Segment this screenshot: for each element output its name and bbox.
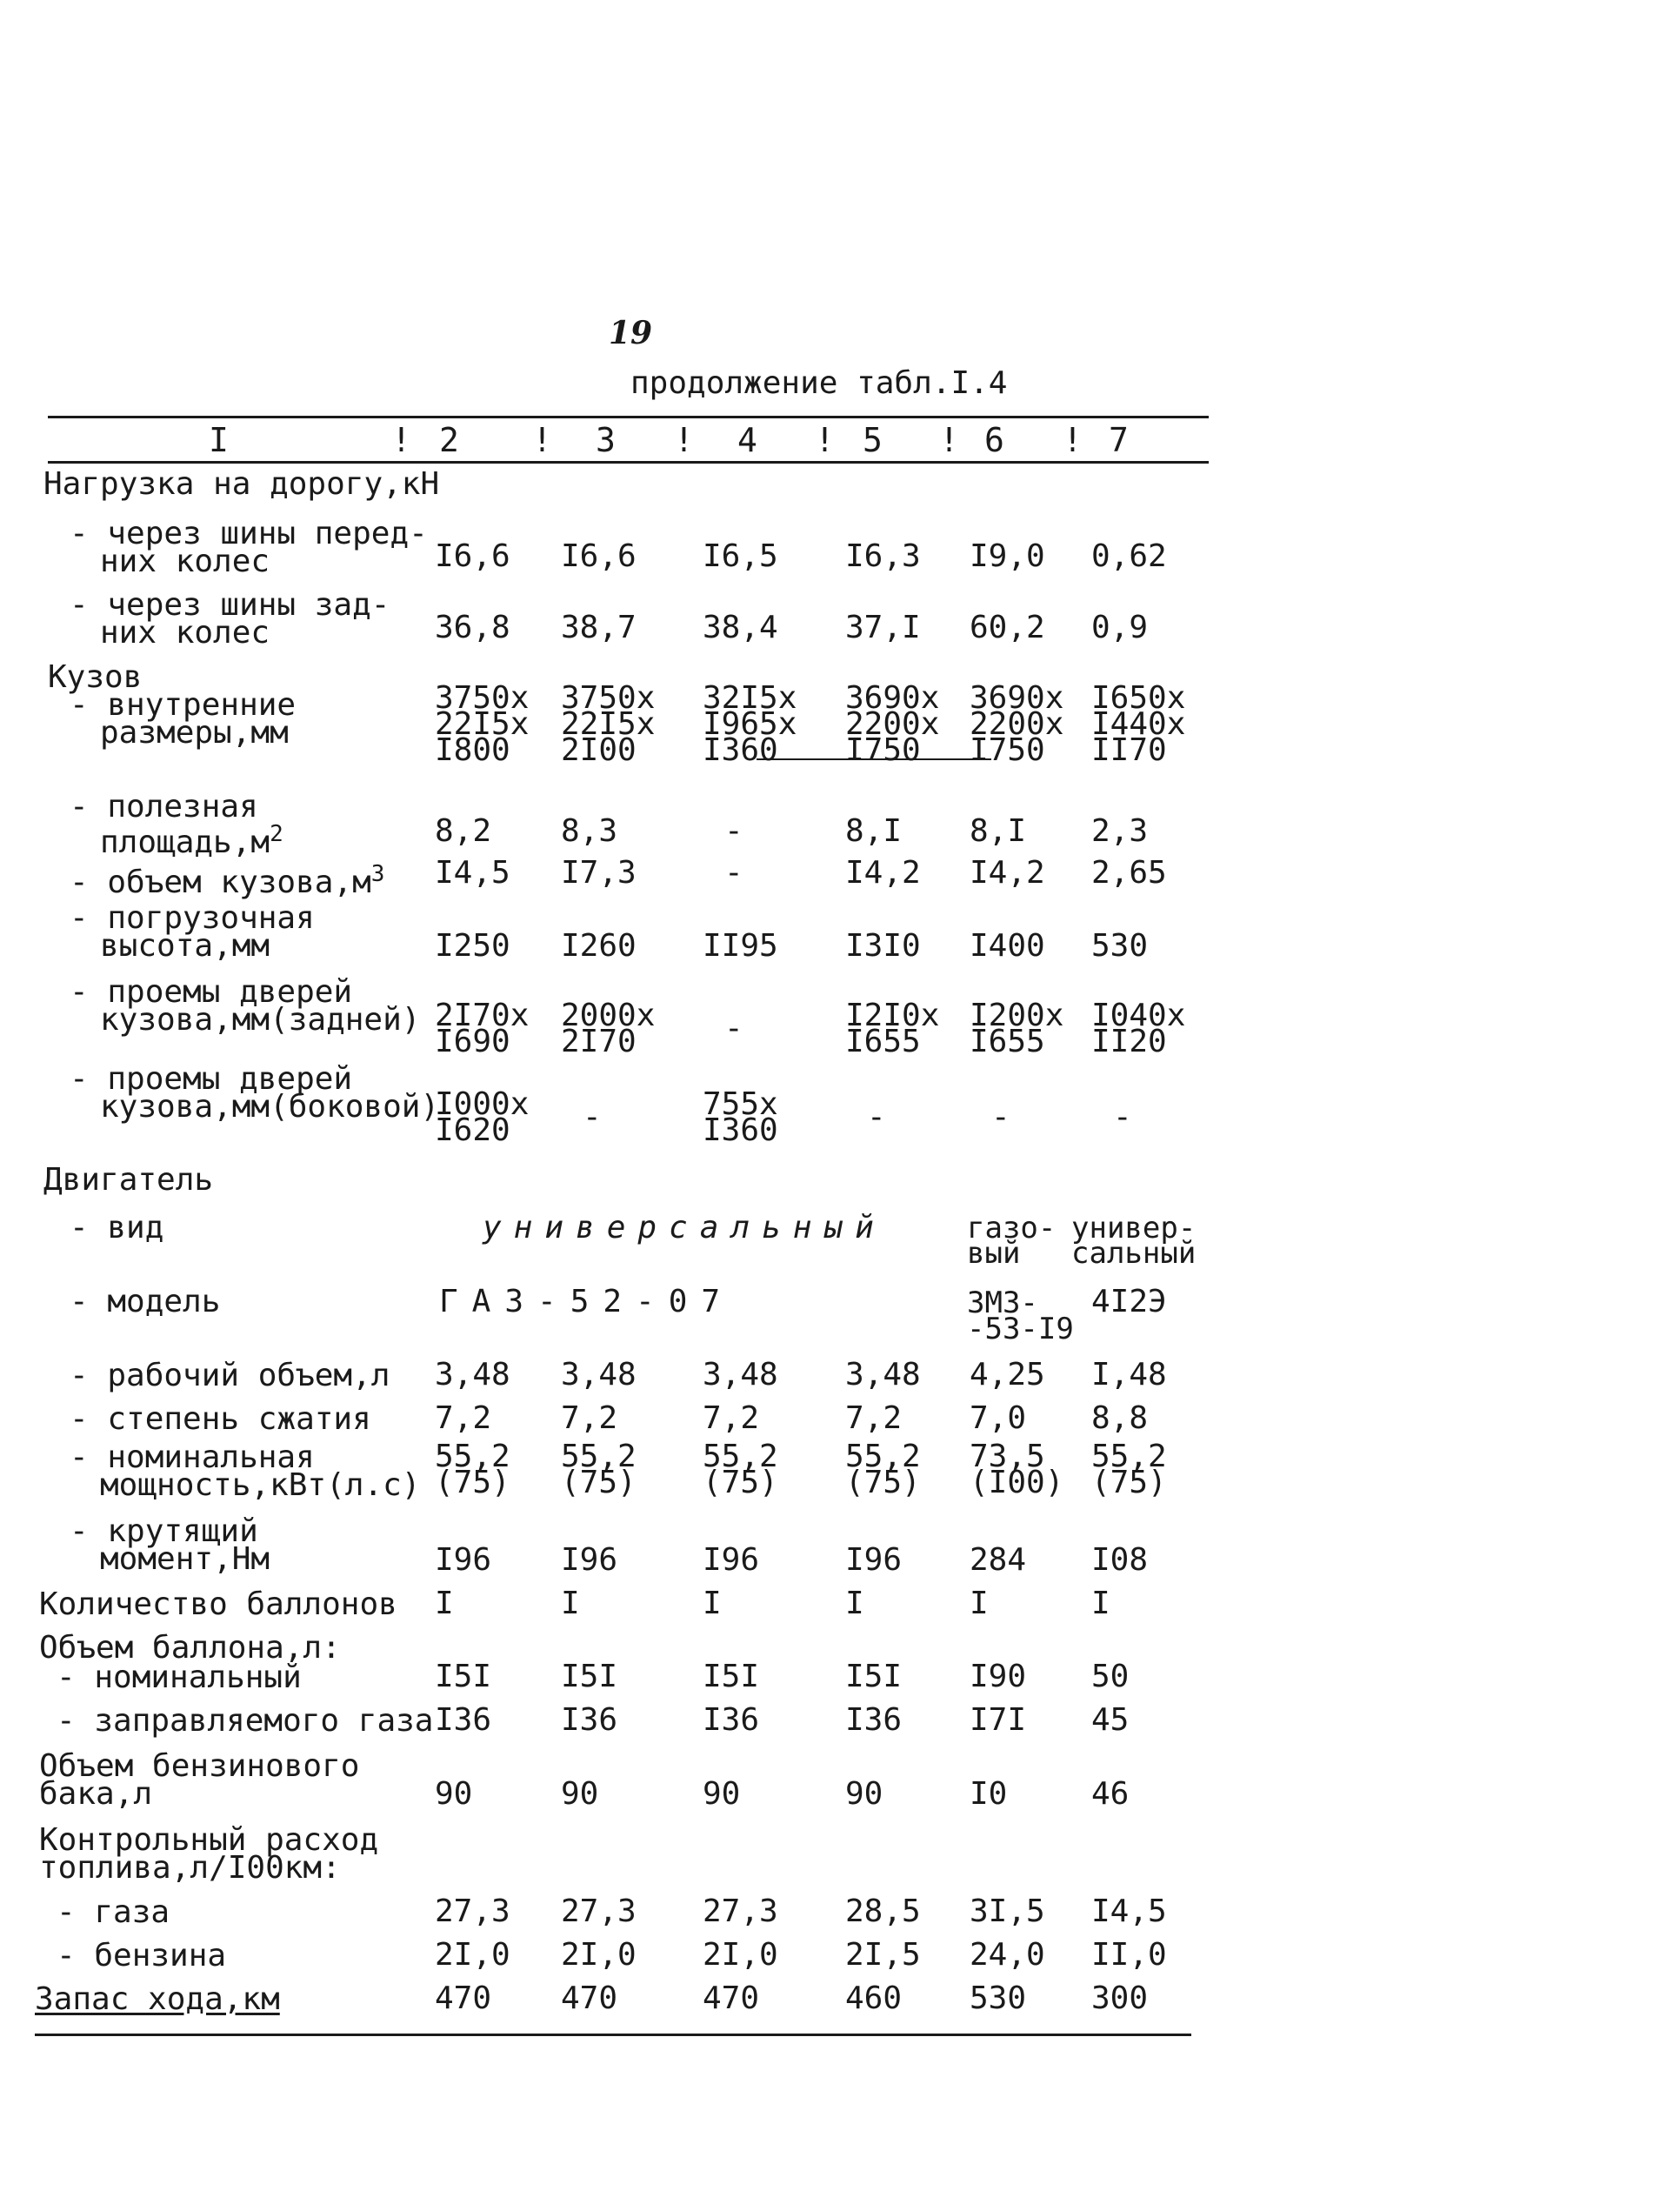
col-header-4: 4: [737, 421, 757, 459]
table-cell: 2I,5: [845, 1937, 921, 1973]
table-cell: I96: [561, 1542, 618, 1578]
table-cell: I200х: [970, 998, 1064, 1033]
section-label-load: Нагрузка на дорогу,кН: [43, 466, 440, 502]
table-cell: I36: [435, 1702, 492, 1738]
table-cell: I36: [561, 1702, 618, 1738]
table-cell: 755х: [703, 1086, 778, 1122]
page-number: 19: [609, 315, 653, 351]
row-label: - газа: [57, 1894, 170, 1930]
table-cell: 55,2: [1091, 1439, 1167, 1474]
table-cell: (75): [703, 1465, 778, 1500]
table-cell: -: [724, 1011, 743, 1046]
table-cell: 55,2: [435, 1439, 510, 1474]
table-cell: 27,3: [561, 1893, 637, 1929]
table-cell: -: [991, 1099, 1010, 1135]
section-label-body: Кузов: [48, 659, 143, 695]
engine-model-value: ГАЗ-52-07: [439, 1284, 735, 1319]
row-label: мощность,кВт(л.с): [100, 1467, 421, 1503]
table-cell: I: [845, 1586, 864, 1621]
table-cell: 8,I: [845, 813, 903, 849]
row-label: [70, 859, 384, 898]
table-cell: 460: [845, 1980, 903, 2016]
row-label: Объем бензинового: [39, 1748, 360, 1784]
col-separator: !: [815, 421, 835, 459]
table-cell: I08: [1091, 1542, 1149, 1578]
table-cell: I650х: [1091, 680, 1186, 716]
col-separator: !: [532, 421, 552, 459]
table-cell: I96: [845, 1542, 903, 1578]
table-cell: I9,0: [970, 538, 1045, 574]
table-cell: 3I,5: [970, 1893, 1045, 1929]
row-label: - проемы дверей: [70, 1061, 353, 1097]
table-cell: -: [724, 813, 743, 849]
row-label: - крутящий: [70, 1513, 258, 1549]
engine-type-col7: универ-: [1071, 1211, 1197, 1246]
table-cell: 38,4: [703, 610, 778, 645]
table-cell: 45: [1091, 1702, 1130, 1738]
table-cell: I360: [703, 732, 778, 768]
table-cell: I250: [435, 928, 510, 964]
section-label-engine: Двигатель: [43, 1162, 214, 1198]
table-cell: 530: [1091, 928, 1149, 964]
table-cell: 3,48: [703, 1357, 778, 1393]
table-cell: I5I: [703, 1659, 760, 1694]
row-label: - номинальный: [57, 1660, 302, 1695]
table-cell: I260: [561, 928, 637, 964]
bottom-rule: [35, 2034, 1191, 2036]
col-header-1: I: [209, 421, 229, 459]
table-cell: 38,7: [561, 610, 637, 645]
table-cell: 3690х: [845, 680, 940, 716]
table-cell: I620: [435, 1112, 510, 1148]
table-cell: 90: [703, 1776, 741, 1812]
table-cell: 28,5: [845, 1893, 921, 1929]
engine-type-col6: газо-: [967, 1211, 1057, 1246]
table-cell: I965х: [703, 706, 797, 742]
row-label: [100, 821, 283, 860]
table-caption: продолжение табл.I.4: [630, 365, 1008, 401]
engine-type-value: универсальный: [483, 1210, 886, 1246]
table-cell: 2000х: [561, 998, 656, 1033]
row-label: - проемы дверей: [70, 974, 353, 1010]
table-cell: 2,3: [1091, 813, 1149, 849]
col-header-2: 2: [439, 421, 459, 459]
row-label: момент,Нм: [100, 1541, 270, 1577]
table-cell: 8,8: [1091, 1400, 1149, 1436]
table-cell: 2I,0: [435, 1937, 510, 1973]
table-cell: I96: [435, 1542, 492, 1578]
table-cell: 27,3: [703, 1893, 778, 1929]
table-cell: 470: [561, 1980, 618, 2016]
table-cell: (75): [845, 1465, 921, 1500]
row-label: - заправляемого газа: [57, 1703, 434, 1739]
row-label: - через шины зад-: [70, 587, 390, 623]
table-cell: I5I: [561, 1659, 618, 1694]
table-cell: 73,5: [970, 1439, 1045, 1474]
table-cell: 7,2: [703, 1400, 760, 1436]
table-cell: 55,2: [561, 1439, 637, 1474]
table-cell: (75): [1091, 1465, 1167, 1500]
table-cell: 470: [703, 1980, 760, 2016]
table-cell: 37,I: [845, 610, 921, 645]
table-cell: I6,6: [561, 538, 637, 574]
table-cell: 8,3: [561, 813, 618, 849]
table-cell: 24,0: [970, 1937, 1045, 1973]
row-label: Количество баллонов: [39, 1586, 397, 1622]
table-cell: 0,9: [1091, 610, 1149, 645]
row-label: Контрольный расход: [39, 1822, 379, 1858]
col-header-7: 7: [1109, 421, 1129, 459]
col-separator: !: [674, 421, 694, 459]
table-cell: 2I70: [561, 1024, 637, 1059]
top-rule: [48, 416, 1209, 418]
table-cell: 7,0: [970, 1400, 1027, 1436]
table-cell: 22I5х: [435, 706, 530, 742]
table-cell: 2200х: [845, 706, 940, 742]
table-cell: I040х: [1091, 998, 1186, 1033]
table-cell: -: [583, 1099, 602, 1135]
table-cell: 8,2: [435, 813, 492, 849]
table-cell: I440х: [1091, 706, 1186, 742]
table-cell: I5I: [435, 1659, 492, 1694]
table-cell: 7,2: [561, 1400, 618, 1436]
table-cell: 90: [435, 1776, 473, 1812]
table-cell: -: [867, 1099, 886, 1135]
table-cell: I4,2: [970, 855, 1045, 891]
table-cell: I000х: [435, 1086, 530, 1122]
table-cell: 3,48: [435, 1357, 510, 1393]
table-cell: I: [1091, 1586, 1110, 1621]
row-label: них колес: [100, 615, 270, 651]
row-label: высота,мм: [100, 928, 270, 964]
table-cell: I: [703, 1586, 722, 1621]
row-label: кузова,мм(боковой): [100, 1089, 440, 1125]
table-cell: 3,48: [845, 1357, 921, 1393]
table-cell: I6,5: [703, 538, 778, 574]
table-cell: 0,62: [1091, 538, 1167, 574]
table-cell: 55,2: [845, 1439, 921, 1474]
table-cell: I96: [703, 1542, 760, 1578]
col-separator: !: [1063, 421, 1083, 459]
superscript: 3: [370, 861, 385, 887]
table-cell: I750: [970, 732, 1045, 768]
table-cell: 8,I: [970, 813, 1027, 849]
table-cell: I3I0: [845, 928, 921, 964]
table-cell: 2I00: [561, 732, 637, 768]
superscript: 2: [270, 821, 283, 847]
table-cell: I90: [970, 1659, 1027, 1694]
table-cell: I690: [435, 1024, 510, 1059]
table-cell: I6,6: [435, 538, 510, 574]
table-cell: I: [435, 1586, 454, 1621]
table-cell: I655: [845, 1024, 921, 1059]
table-cell: I5I: [845, 1659, 903, 1694]
table-cell: 90: [561, 1776, 599, 1812]
row-label: размеры,мм: [100, 715, 289, 751]
table-cell: 3750х: [435, 680, 530, 716]
table-cell: 4,25: [970, 1357, 1045, 1393]
table-cell: I2I0х: [845, 998, 940, 1033]
table-cell: 2200х: [970, 706, 1064, 742]
table-cell: 7,2: [845, 1400, 903, 1436]
table-cell: -: [724, 855, 743, 891]
table-cell: 22I5х: [561, 706, 656, 742]
col-header-5: 5: [863, 421, 883, 459]
row-label: - модель: [70, 1284, 221, 1319]
table-cell: 55,2: [703, 1439, 778, 1474]
table-cell: II,0: [1091, 1937, 1167, 1973]
table-cell: 46: [1091, 1776, 1130, 1812]
table-cell: I7,3: [561, 855, 637, 891]
table-cell: 36,8: [435, 610, 510, 645]
engine-model-col6: ЗМЗ-: [967, 1286, 1038, 1320]
table-cell: 27,3: [435, 1893, 510, 1929]
table-cell: 2I,0: [703, 1937, 778, 1973]
col-header-3: 3: [596, 421, 616, 459]
table-cell: I4,5: [1091, 1893, 1167, 1929]
table-cell: I4,2: [845, 855, 921, 891]
table-cell: 50: [1091, 1659, 1130, 1694]
engine-type-col6: вый: [967, 1236, 1021, 1271]
row-label: - номинальная: [70, 1439, 315, 1475]
table-cell: 32I5х: [703, 680, 797, 716]
table-cell: I800: [435, 732, 510, 768]
table-cell: (75): [561, 1465, 637, 1500]
table-cell: I,48: [1091, 1357, 1167, 1393]
section-label-cyl-volume: Объем баллона,л:: [39, 1630, 341, 1666]
table-cell: 90: [845, 1776, 883, 1812]
table-cell: I: [561, 1586, 580, 1621]
row-label: - погрузочная: [70, 900, 315, 936]
table-cell: I: [970, 1586, 989, 1621]
table-cell: I7I: [970, 1702, 1027, 1738]
row-label: Запас хода,км: [35, 1981, 280, 2017]
row-label: - рабочий объем,л: [70, 1358, 390, 1393]
table-cell: 2I,0: [561, 1937, 637, 1973]
col-separator: !: [391, 421, 411, 459]
table-cell: -: [1113, 1099, 1132, 1135]
table-cell: 7,2: [435, 1400, 492, 1436]
table-cell: I4,5: [435, 855, 510, 891]
table-cell: I750: [845, 732, 921, 768]
engine-type-col7: сальный: [1071, 1236, 1197, 1271]
row-label: - полезная: [70, 789, 258, 825]
table-cell: I360: [703, 1112, 778, 1148]
table-cell: 3,48: [561, 1357, 637, 1393]
table-cell: II20: [1091, 1024, 1167, 1059]
row-label: - степень сжатия: [70, 1401, 371, 1437]
engine-model-col6: -53-I9: [967, 1312, 1074, 1346]
table-cell: 530: [970, 1980, 1027, 2016]
col-separator: !: [939, 421, 959, 459]
table-cell: I36: [703, 1702, 760, 1738]
table-cell: I400: [970, 928, 1045, 964]
table-cell: 3690х: [970, 680, 1064, 716]
row-label: - бензина: [57, 1938, 227, 1974]
header-rule: [48, 461, 1209, 464]
table-cell: 284: [970, 1542, 1027, 1578]
row-label: них колес: [100, 544, 270, 579]
table-cell: 3750х: [561, 680, 656, 716]
row-label: бака,л: [39, 1776, 153, 1812]
table-cell: I6,3: [845, 538, 921, 574]
row-label-text: площадь,м: [100, 825, 270, 860]
row-label: - вид: [70, 1210, 164, 1246]
row-label-text: - объем кузова,м: [70, 865, 371, 900]
engine-model-col7: 4I2Э: [1091, 1284, 1167, 1319]
table-cell: 300: [1091, 1980, 1149, 2016]
table-cell: II70: [1091, 732, 1167, 768]
table-cell: II95: [703, 928, 778, 964]
table-cell: 470: [435, 1980, 492, 2016]
table-cell: 60,2: [970, 610, 1045, 645]
row-label: - через шины перед-: [70, 516, 428, 551]
table-cell: I655: [970, 1024, 1045, 1059]
row-label: кузова,мм(задней): [100, 1002, 421, 1038]
row-label: - внутренние: [70, 687, 297, 723]
table-cell: 2,65: [1091, 855, 1167, 891]
table-cell: (I00): [970, 1465, 1064, 1500]
table-cell: I0: [970, 1776, 1008, 1812]
row-label: топлива,л/I00км:: [39, 1850, 341, 1886]
table-cell: 2I70х: [435, 998, 530, 1033]
table-cell: I36: [845, 1702, 903, 1738]
col-header-6: 6: [984, 421, 1004, 459]
table-cell: (75): [435, 1465, 510, 1500]
